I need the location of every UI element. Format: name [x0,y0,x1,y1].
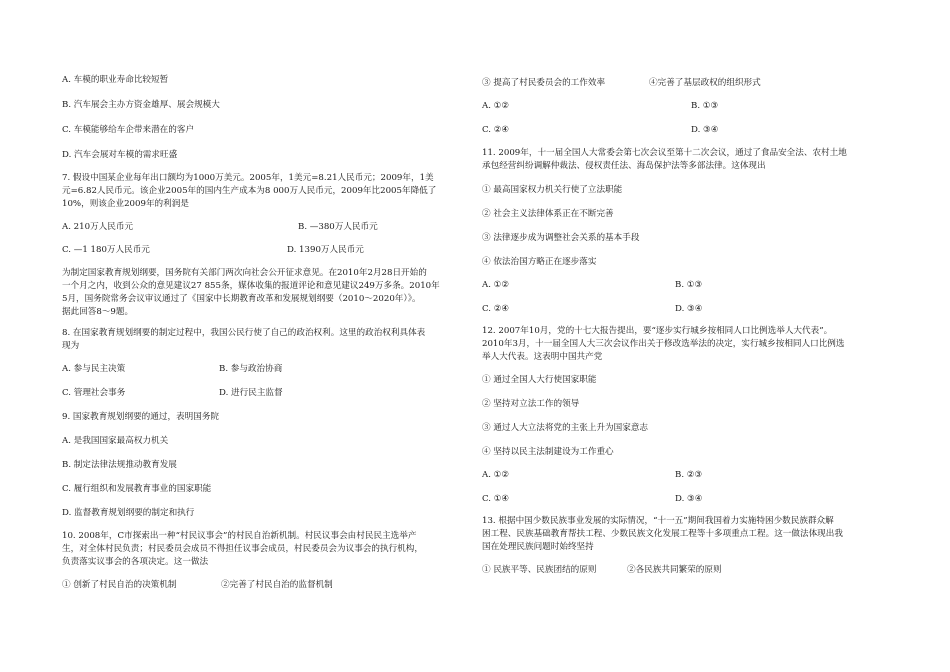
q12-item-4: ④ 坚持以民主法制建设为工作重心 [482,447,614,457]
q10-option-b: B. ①③ [691,101,719,111]
q12-option-d: D. ③④ [675,494,703,504]
q13-stem-line-2: 困工程、民族基础教育帮扶工程、少数民族文化发展工程等十多项重点工程。这一做法体现出我 [482,529,843,539]
q12-option-a: A. ①② [482,470,510,480]
q9-option-d: D. 监督教育规划纲要的制定和执行 [62,508,195,518]
q7-stem-line-1: 7. 假设中国某企业每年出口额均为1000万美元。2005年，1美元=8.21人民币元；2009年，1美 [62,173,434,183]
q12-item-1: ① 通过全国人大行使国家职能 [482,375,597,385]
q8-stem-line-2: 现为 [62,341,80,351]
q10-stem-line-1: 10. 2008年，C市探索出一种“村民议事会”的村民自治新机制。村民议事会由村民民主选举产 [62,531,417,541]
q7-option-d: D. 1390万人民币元 [287,245,364,255]
q12-stem-line-2: 2010年3月，十一届全国人大三次会议作出关于修改选举法的决定，实行城乡按相同人口比例选 [482,339,845,349]
q8-option-c: C. 管理社会事务 [62,388,126,398]
q10-stem-line-2: 生，对全体村民负责；村民委员会成员不得担任议事会成员，村民委员会为议事会的执行机构， [62,544,423,554]
q13-item-1: ① 民族平等、民族团结的原则 [482,565,597,575]
q11-item-3: ③ 法律逐步成为调整社会关系的基本手段 [482,233,640,243]
material-line-4: 据此回答8～9题。 [62,307,134,317]
q9-option-c: C. 履行组织和发展教育事业的国家职能 [62,484,212,494]
q6-option-d: D. 汽车会展对车模的需求旺盛 [62,150,178,160]
q6-option-b: B. 汽车展会主办方资金雄厚、展会规模大 [62,100,220,110]
q10-item-1: ① 创新了村民自治的决策机制 [62,580,177,590]
q11-option-b: B. ①③ [675,280,703,290]
q8-option-b: B. 参与政治协商 [219,364,283,374]
q6-option-a: A. 车模的职业寿命比较短暂 [62,75,169,85]
q11-item-4: ④ 依法治国方略正在逐步落实 [482,257,597,267]
q8-option-a: A. 参与民主决策 [62,364,126,374]
q9-option-a: A. 是我国国家最高权力机关 [62,436,169,446]
q11-item-2: ② 社会主义法律体系正在不断完善 [482,209,614,219]
q7-option-a: A. 210万人民币元 [62,222,134,232]
q10-item-2: ②完善了村民自治的监督机制 [221,580,333,590]
q7-option-b: B. —380万人民币元 [298,222,378,232]
q11-item-1: ① 最高国家权力机关行使了立法职能 [482,185,623,195]
q13-item-2: ②各民族共同繁荣的原则 [627,565,722,575]
q13-stem-line-1: 13. 根据中国少数民族事业发展的实际情况，“十一五”期间我国着力实施特困少数民族群众解 [482,516,834,526]
q7-option-c: C. —1 180万人民币元 [62,245,150,255]
q11-option-c: C. ②④ [482,304,510,314]
q10-item-4: ④完善了基层政权的组织形式 [649,78,761,88]
q6-option-c: C. 车模能够给车企带来潜在的客户 [62,125,195,135]
q10-option-a: A. ①② [482,101,510,111]
q8-stem-line-1: 8. 在国家教育规划纲要的制定过程中，我国公民行使了自己的政治权利。这里的政治权利具体表 [62,328,426,338]
q11-stem-line-1: 11. 2009年，十一届全国人大常委会第七次会议至第十二次会议，通过了食品安全法、农村土地 [482,148,847,158]
q12-option-b: B. ②③ [675,470,703,480]
q11-option-d: D. ③④ [675,304,703,314]
material-line-2: 一个月之内，收到公众的意见建议27 855条，媒体收集的报道评论和意见建议249万多条。2010年 [62,281,440,291]
q11-stem-line-2: 承包经营纠纷调解仲裁法、侵权责任法、海岛保护法等多部法律。这体现出 [482,161,766,171]
q11-option-a: A. ①② [482,280,510,290]
q10-option-c: C. ②④ [482,125,510,135]
q10-stem-line-3: 负责落实议事会的各项决定。这一做法 [62,557,209,567]
q7-stem-line-3: 10%，则该企业2009年的利润是 [62,199,189,209]
q10-item-3: ③ 提高了村民委员会的工作效率 [482,78,606,88]
q12-stem-line-3: 举人大代表。这表明中国共产党 [482,352,603,362]
q12-stem-line-1: 12. 2007年10月，党的十七大报告提出，要“逐步实行城乡按相同人口比例选举人大代表”。 [482,326,833,336]
q8-option-d: D. 进行民主监督 [219,388,283,398]
q12-item-3: ③ 通过人大立法将党的主张上升为国家意志 [482,423,649,433]
q9-option-b: B. 制定法律法规推动教育发展 [62,460,177,470]
q12-item-2: ② 坚持对立法工作的领导 [482,399,580,409]
material-line-3: 5月，国务院常务会议审议通过了《国家中长期教育改革和发展规划纲要（2010～2020年）》。 [62,294,421,304]
q7-stem-line-2: 元=6.82人民币元。该企业2005年的国内生产成本为8 000万人民币元，2009年比2005年降低了 [62,186,437,196]
q12-option-c: C. ①④ [482,494,510,504]
q13-stem-line-3: 国在处理民族问题时始终坚持 [482,542,594,552]
q9-stem: 9. 国家教育规划纲要的通过，表明国务院 [62,412,220,422]
material-line-1: 为制定国家教育规划纲要，国务院有关部门两次向社会公开征求意见。在2010年2月28日开始的 [62,268,427,278]
q10-option-d: D. ③④ [691,125,719,135]
